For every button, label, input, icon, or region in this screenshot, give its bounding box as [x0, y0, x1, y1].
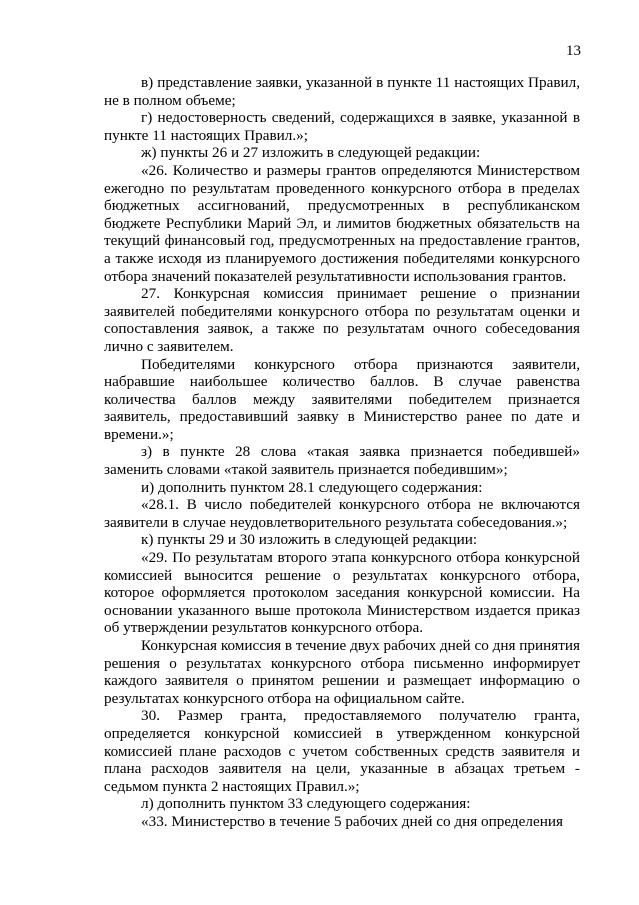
paragraph-i: и) дополнить пунктом 28.1 следующего содержания: — [141, 478, 483, 496]
paragraph-28-1: «28.1. В число победителей конкурсного отбора не включаются заявители в случае неудовлетворительного результата собеседования.»; — [104, 496, 580, 531]
paragraph-k: к) пункты 29 и 30 изложить в следующей редакции: — [141, 531, 478, 549]
paragraph-33: «33. Министерство в течение 5 рабочих дней со дня определения — [141, 812, 563, 830]
paragraph-29: «29. По результатам второго этапа конкурсного отбора конкурсной комиссией выносится решение о результатах конкурсного отбора, которое оформляется протоколом заседания конкурсной комиссии. На основании указанного выше протокола Министерством издается приказ об утверждении результатов конкурсного отбора. — [104, 549, 580, 637]
paragraph-l: л) дополнить пунктом 33 следующего содержания: — [141, 795, 471, 813]
paragraph-27: 27. Конкурсная комиссия принимает решение о признании заявителей победителями конкурсного отбора по результатам оценки и сопоставления заявок, а также по результатам очного собеседования лично с заявителем. — [104, 285, 580, 355]
paragraph-winners: Победителями конкурсного отбора признаются заявители, набравшие наибольшее количество баллов. В случае равенства количества баллов между заявителями победителем признается заявитель, предоставивший заявку в Министерство ранее по дате и времени.»; — [104, 355, 580, 443]
paragraph-z: з) в пункте 28 слова «такая заявка признается победившей» заменить словами «такой заявитель признается победившим»; — [104, 443, 580, 479]
paragraph-30: 30. Размер гранта, предоставляемого получателю гранта, определяется конкурсной комиссией в утвержденном конкурсной комиссией плане расходов с учетом собственных средств заявителя и плана расходов заявителя на цели, указанные в абзацах третьем - седьмом пункта 2 настоящих Правил.»; — [104, 707, 580, 795]
paragraph-commission: Конкурсная комиссия в течение двух рабочих дней со дня принятия решения о результатах конкурсного отбора письменно информирует каждого заявителя о принятом решении и размещает информацию о результатах конкурсного отбора на официальном сайте. — [104, 637, 580, 707]
page-number: 13 — [566, 43, 581, 59]
document-body — [104, 74, 580, 831]
paragraph-26: «26. Количество и размеры грантов определяются Министерством ежегодно по результатам проведенного конкурсного отбора в пределах бюджетных ассигнований, предусмотренных в республиканском бюджете Республики Марий Эл, и лимитов бюджетных обязательств на текущий финансовый год, предусмотренных на предоставление грантов, а также исходя из планируемого достижения победителями конкурсного отбора значений показателей результативности использования грантов. — [104, 161, 580, 285]
paragraph-v: в) представление заявки, указанной в пункте 11 настоящих Правил, не в полном объеме; — [104, 74, 580, 109]
paragraph-g: г) недостоверность сведений, содержащихся в заявке, указанной в пункте 11 настоящих Правил.»; — [104, 109, 580, 144]
paragraph-zh: ж) пункты 26 и 27 изложить в следующей редакции: — [141, 144, 481, 162]
